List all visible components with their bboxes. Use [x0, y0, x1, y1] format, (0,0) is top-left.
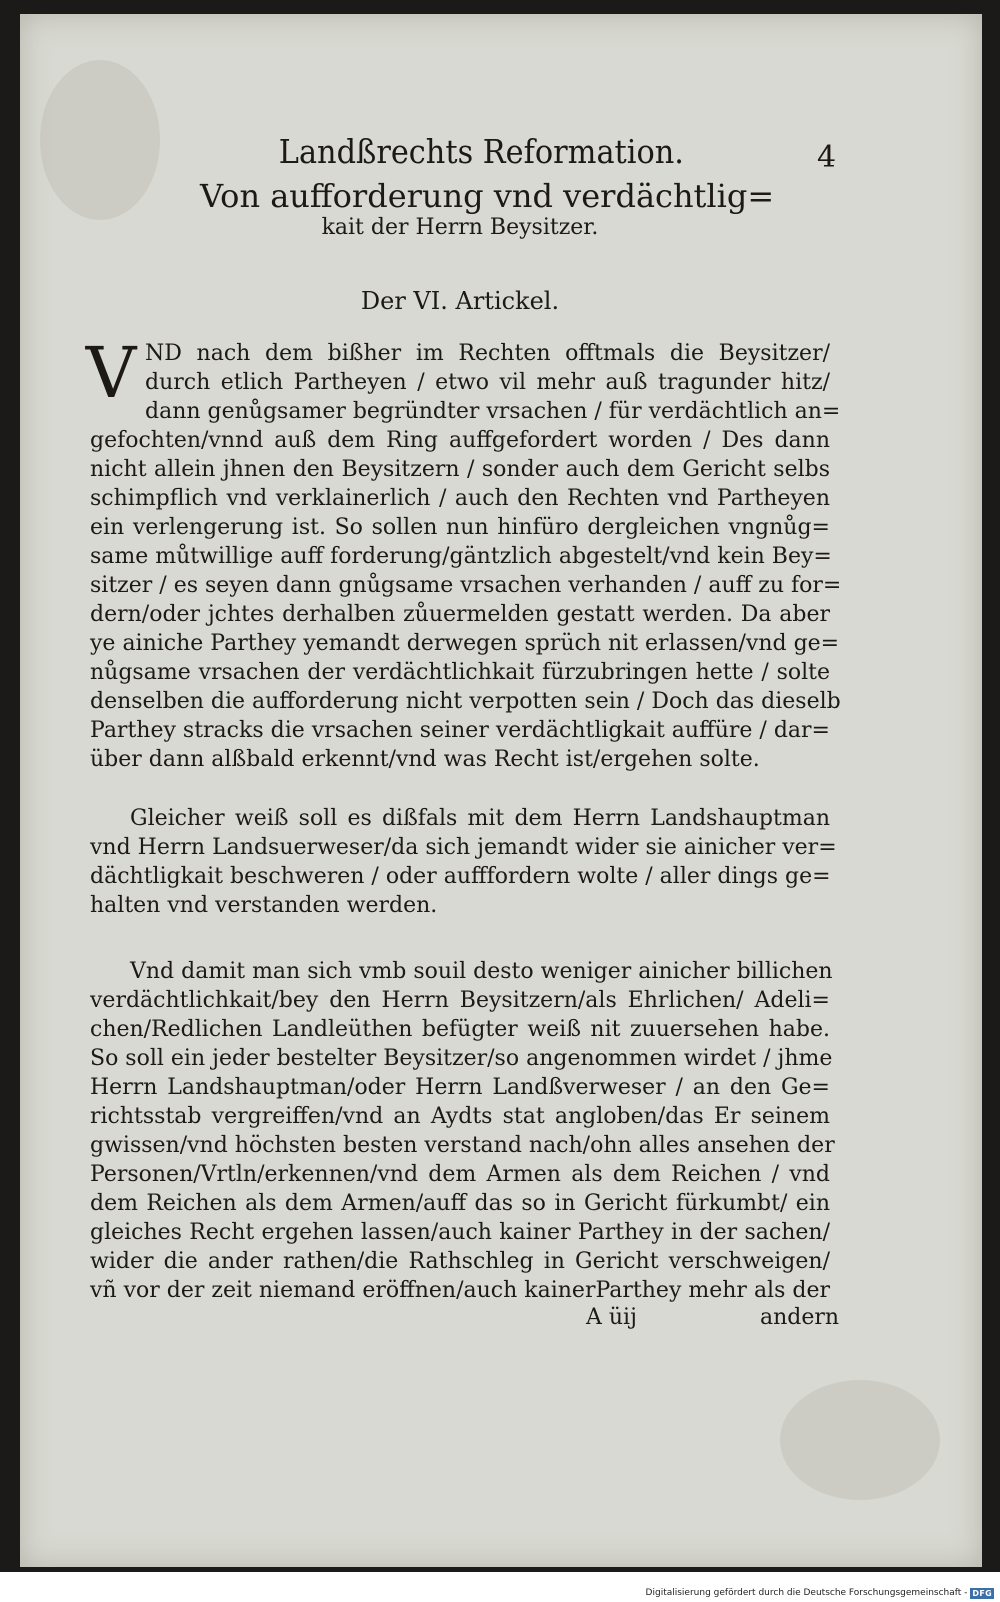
text-line: chen/Redlichen Landleüthen befügter weiß nit zuuersehen habe.: [90, 1017, 830, 1042]
text-line: schimpflich vnd verklainerlich / auch den Rechten vnd Partheyen: [90, 486, 830, 511]
text-line: Parthey stracks die vrsachen seiner verdächtligkait auffüre / dar=: [90, 718, 830, 743]
text-line: Vnd damit man sich vmb souil desto weniger ainicher billichen: [130, 959, 833, 984]
page-number: 4: [817, 140, 837, 175]
text-line: denselben die aufforderung nicht verpotten sein / Doch das dieselb: [90, 689, 841, 714]
text-line: Herrn Landshauptman/oder Herrn Landßverweser / an den Ge=: [90, 1075, 830, 1100]
text-line: dern/oder jchtes derhalben zůuermelden gestatt werden. Da aber: [90, 602, 830, 627]
text-line: halten vnd verstanden werden.: [90, 893, 438, 918]
document-page: [20, 14, 982, 1567]
text-line: vñ vor der zeit niemand eröffnen/auch kainerParthey mehr als der: [90, 1278, 830, 1303]
text-line: verdächtlichkait/bey den Herrn Beysitzern/als Ehrlichen/ Adeli=: [90, 988, 830, 1013]
digitization-credit: [646, 1587, 994, 1599]
text-line: über dann alßbald erkennt/vnd was Recht ist/ergehen solte.: [90, 747, 760, 772]
text-line: nůgsame vrsachen der verdächtlichkait fürzubringen hette / solte: [90, 660, 830, 685]
section-title-continuation: kait der Herrn Beysitzer.: [321, 215, 599, 240]
text-line: vnd Herrn Landsuerweser/da sich jemandt wider sie ainicher ver=: [90, 835, 837, 860]
text-line: gwissen/vnd höchsten besten verstand nach/ohn alles ansehen der: [90, 1133, 835, 1158]
text-line: Personen/Vrtln/erkennen/vnd dem Armen als dem Reichen / vnd: [90, 1162, 830, 1187]
text-line: dächtligkait beschweren / oder aufffordern wolte / aller dings ge=: [90, 864, 831, 889]
drop-cap-initial: V: [85, 332, 137, 414]
credit-text: Digitalisierung gefördert durch die Deutsche Forschungsgemeinschaft -: [645, 1588, 968, 1598]
text-line: So soll ein jeder bestelter Beysitzer/so angenommen wirdet / jhme: [90, 1046, 833, 1071]
text-line: same můtwillige auff forderung/gäntzlich abgestelt/vnd kein Bey=: [90, 544, 832, 569]
text-line: ye ainiche Parthey yemandt derwegen sprüch nit erlassen/vnd ge=: [90, 631, 840, 656]
section-title: Von aufforderung vnd verdächtlig=: [200, 177, 775, 215]
text-line: gefochten/vnnd auß dem Ring auffgefordert worden / Des dann: [90, 428, 830, 453]
catchword: andern: [760, 1305, 840, 1330]
text-line: ein verlengerung ist. So sollen nun hinfüro dergleichen vngnůg=: [90, 515, 830, 540]
running-header: Landßrechts Reformation.: [278, 132, 684, 171]
paper-stain: [780, 1380, 940, 1500]
text-line: nicht allein jhnen den Beysitzern / sonder auch dem Gericht selbs: [90, 457, 830, 482]
text-line: richtsstab vergreiffen/vnd an Aydts stat angloben/das Er seinem: [90, 1104, 830, 1129]
dfg-logo: DFG: [972, 1588, 992, 1598]
text-line: durch etlich Partheyen / etwo vil mehr auß tragunder hitz/: [145, 370, 830, 395]
paper-stain: [40, 60, 160, 220]
text-line: Gleicher weiß soll es dißfals mit dem Herrn Landshauptman: [130, 806, 830, 831]
text-line: gleiches Recht ergehen lassen/auch kainer Parthey in der sachen/: [90, 1220, 830, 1245]
text-line: dann genůgsamer begründter vrsachen / für verdächtlich an=: [145, 399, 841, 424]
text-line: ND nach dem bißher im Rechten offtmals die Beysitzer/: [145, 341, 830, 366]
text-line: dem Reichen als dem Armen/auff das so in Gericht fürkumbt/ ein: [90, 1191, 830, 1216]
article-heading: Der VI. Artickel.: [360, 287, 560, 315]
signature-mark: A üij: [586, 1305, 637, 1330]
text-line: sitzer / es seyen dann gnůgsame vrsachen verhanden / auff zu for=: [90, 573, 842, 598]
text-line: wider die ander rathen/die Rathschleg in Gericht verschweigen/: [90, 1249, 830, 1274]
